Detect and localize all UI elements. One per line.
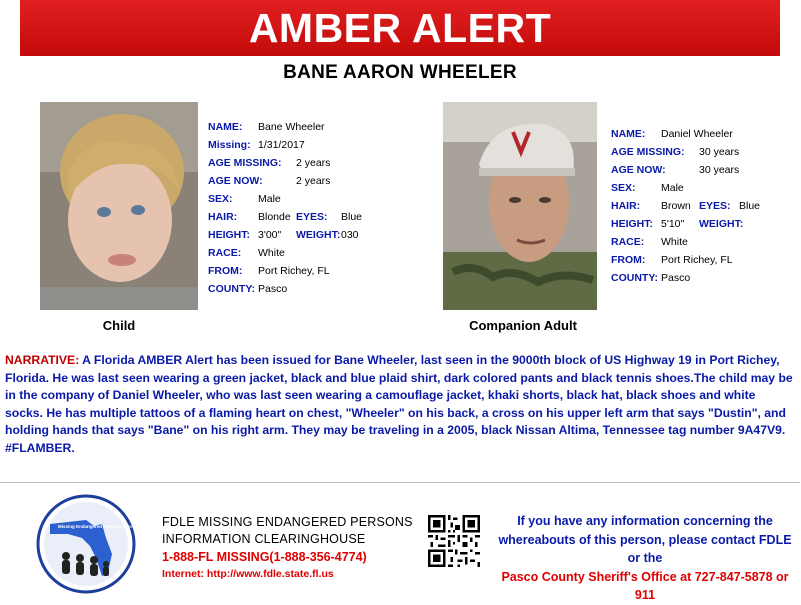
child-height-row [208, 226, 408, 244]
hair-label: HAIR: [611, 200, 641, 212]
child-from-row [208, 262, 408, 280]
weight-value: 030 [341, 229, 359, 241]
county-label: COUNTY: [208, 283, 256, 295]
qr-code-icon [428, 515, 480, 567]
hair-label: HAIR: [208, 211, 238, 223]
from-label: FROM: [611, 254, 646, 266]
contact-line5: 911 [634, 588, 656, 602]
missing-value: 1/31/2017 [258, 139, 305, 151]
sex-value: Male [661, 182, 684, 194]
contact-info [490, 512, 800, 605]
weight-label: WEIGHT: [699, 218, 744, 230]
from-label: FROM: [208, 265, 243, 277]
fdle-clearinghouse-info [162, 514, 422, 581]
adult-race-row [611, 233, 801, 251]
age-now-label: AGE NOW: [611, 164, 666, 176]
race-value: White [258, 247, 285, 259]
sex-value: Male [258, 193, 281, 205]
child-missing-row [208, 136, 408, 154]
age-now-value: 2 years [296, 175, 331, 187]
child-name-row [208, 118, 408, 136]
weight-label: WEIGHT: [296, 229, 341, 241]
child-caption: Child [102, 318, 136, 333]
florida-map-children-logo-icon [36, 494, 180, 594]
fdle-phone: 1-888-FL MISSING(1-888-356-4774) [162, 550, 367, 564]
narrative-label: NARRATIVE: [5, 353, 80, 367]
fdle-line2: INFORMATION CLEARINGHOUSE [162, 532, 366, 546]
eyes-value: Blue [739, 200, 761, 212]
county-value: Pasco [258, 283, 288, 295]
adult-from-row [611, 251, 801, 269]
height-label: HEIGHT: [611, 218, 653, 230]
age-missing-label: AGE MISSING: [611, 146, 685, 158]
fdle-line1: FDLE MISSING ENDANGERED PERSONS [162, 515, 413, 529]
age-missing-label: AGE MISSING: [208, 157, 282, 169]
age-missing-value: 2 years [296, 157, 331, 169]
sex-label: SEX: [208, 193, 233, 205]
age-missing-value: 30 years [699, 146, 740, 158]
child-info [208, 118, 408, 298]
race-value: White [661, 236, 688, 248]
hair-value: Blonde [258, 211, 291, 223]
amber-alert-banner [20, 0, 780, 56]
race-label: RACE: [208, 247, 242, 259]
fdle-internet: Internet: http://www.fdle.state.fl.us [162, 568, 334, 580]
name-label: NAME: [208, 121, 243, 133]
age-now-value: 30 years [699, 164, 740, 176]
child-hair-row [208, 208, 408, 226]
contact-line4: Pasco County Sheriff's Office at 727-847-5878 or [501, 569, 789, 584]
adult-caption: Companion Adult [469, 318, 577, 333]
eyes-value: Blue [341, 211, 363, 223]
child-photo [40, 102, 198, 310]
banner-title: AMBER ALERT [248, 4, 552, 51]
contact-line2: whereabouts of this person, please contact FDLE [498, 532, 792, 547]
logo-text: Missing Endangered Persons Information Clearinghouse [58, 524, 180, 529]
contact-line1: If you have any information concerning the [517, 514, 773, 528]
name-value: Bane Wheeler [258, 121, 325, 133]
adult-photo [443, 102, 597, 310]
adult-age-missing-row [611, 143, 801, 161]
from-value: Port Richey, FL [258, 265, 330, 277]
adult-info [611, 125, 801, 287]
child-age-now-row [208, 172, 408, 190]
name-label: NAME: [611, 128, 646, 140]
child-sex-row [208, 190, 408, 208]
child-county-row [208, 280, 408, 298]
adult-age-now-row [611, 161, 801, 179]
footer-divider [0, 482, 800, 483]
height-label: HEIGHT: [208, 229, 250, 241]
age-now-label: AGE NOW: [208, 175, 263, 187]
adult-name-row [611, 125, 801, 143]
eyes-label: EYES: [296, 211, 328, 223]
eyes-label: EYES: [699, 200, 731, 212]
adult-height-row [611, 215, 801, 233]
race-label: RACE: [611, 236, 645, 248]
child-name-heading: BANE AARON WHEELER [283, 62, 517, 83]
narrative [5, 352, 795, 458]
narrative-text: A Florida AMBER Alert has been issued for Bane Wheeler, last seen in the 9000th block of US Highway 19 in Port Richey, Florida. He was last seen wearing a green jacket, black and blue plaid shirt, dark colored pants and black tennis shoes.The child may be in the company of Daniel Wheeler, who was last seen wearing a camouflage jacket, khaki shorts, black hat, black shoes and white socks. He has multiple tattoos of a flaming heart on chest, "Wheeler" on his back, a cross on his upper left arm that says "Dustin", and holding hands that says "Bane" on his right arm. They may be traveling in a 2005, black Nissan Altima, Tennessee tag number 9A47V9. #FLAMBER. [5, 353, 793, 455]
adult-sex-row [611, 179, 801, 197]
child-age-missing-row [208, 154, 408, 172]
child-race-row [208, 244, 408, 262]
missing-label: Missing: [208, 139, 251, 151]
adult-county-row [611, 269, 801, 287]
adult-hair-row [611, 197, 801, 215]
name-value: Daniel Wheeler [661, 128, 733, 140]
contact-line3: or the [627, 551, 663, 565]
sex-label: SEX: [611, 182, 636, 194]
hair-value: Brown [661, 200, 691, 212]
county-label: COUNTY: [611, 272, 659, 284]
height-value: 5'10" [661, 218, 685, 230]
from-value: Port Richey, FL [661, 254, 733, 266]
height-value: 3'00" [258, 229, 282, 241]
county-value: Pasco [661, 272, 691, 284]
